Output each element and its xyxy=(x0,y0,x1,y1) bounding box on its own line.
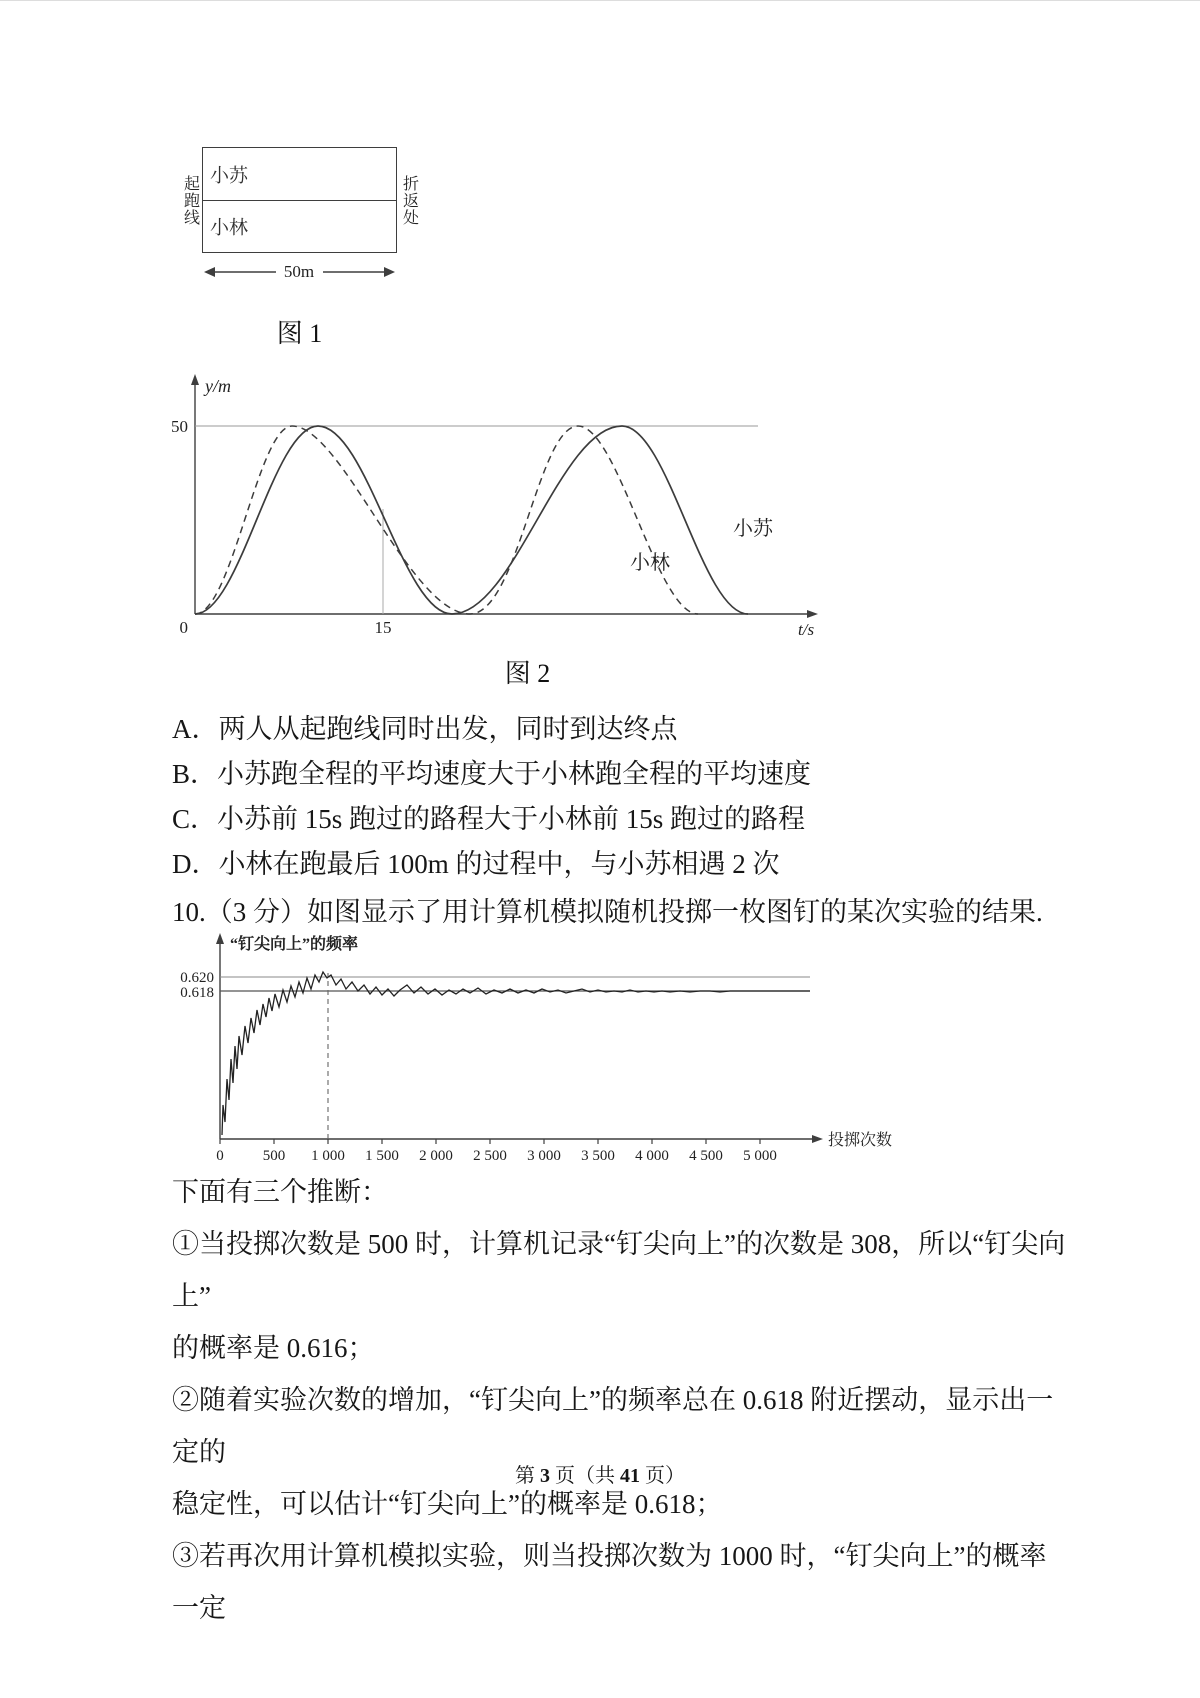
fig1-caption: 图 1 xyxy=(276,319,323,348)
x-tick-marks xyxy=(220,1139,760,1144)
question-10-text: 10.（3 分）如图显示了用计算机模拟随机投掷一枚图钉的某次实验的结果. xyxy=(172,897,1043,927)
x-axis-label: t/s xyxy=(798,620,815,639)
ytick-0618: 0.618 xyxy=(180,985,214,1001)
option-c: C．小苏前 15s 跑过的路程大于小林前 15s 跑过的路程 xyxy=(172,804,806,834)
option-a: A．两人从起跑线同时出发，同时到达终点 xyxy=(172,714,678,744)
footer-total-pages: 41 xyxy=(620,1465,640,1487)
distance-label: 50m xyxy=(283,262,315,281)
inference-intro: 下面有三个推断： xyxy=(172,1177,388,1207)
x-axis-arrow xyxy=(807,610,818,618)
lane-su-label: 小苏 xyxy=(210,165,249,187)
inference-line-4: 稳定性，可以估计“钉尖向上”的概率是 0.618； xyxy=(172,1489,723,1519)
freq-x-axis-arrow xyxy=(812,1135,823,1143)
xtick-3000: 3 000 xyxy=(527,1148,561,1164)
footer-page-number: 3 xyxy=(540,1465,550,1487)
xtick-0: 0 xyxy=(216,1148,224,1164)
xtick-5000: 5 000 xyxy=(743,1148,777,1164)
xtick-1500: 1 500 xyxy=(365,1148,399,1164)
inference-line-2: 的概率是 0.616； xyxy=(172,1333,375,1363)
origin-label: 0 xyxy=(179,618,188,637)
xtick-500: 500 xyxy=(262,1148,286,1164)
option-d: D．小林在跑最后 100m 的过程中，与小苏相遇 2 次 xyxy=(172,849,780,879)
inference-line-5: ③若再次用计算机模拟实验，则当投掷次数为 1000 时，“钉尖向上”的概率一定 xyxy=(172,1541,1047,1623)
ytick-50: 50 xyxy=(171,417,188,436)
inference-line-3: ②随着实验次数的增加，“钉尖向上”的频率总在 0.618 附近摆动，显示出一定的 xyxy=(172,1385,1054,1467)
xtick-1000: 1 000 xyxy=(311,1148,345,1164)
su-curve-label: 小苏 xyxy=(733,518,773,540)
arrow-right-head xyxy=(384,267,395,277)
xtick-2500: 2 500 xyxy=(473,1148,507,1164)
page-footer xyxy=(0,1459,1200,1488)
track-rectangle xyxy=(202,147,397,253)
throws-axis-label: 投掷次数 xyxy=(828,1132,893,1149)
freq-axis-title: “钉尖向上”的频率 xyxy=(230,936,359,953)
su-curve xyxy=(195,426,748,614)
lane-lin-label: 小林 xyxy=(210,217,249,239)
turn-point-label: 折返处 xyxy=(400,174,418,226)
xtick-3500: 3 500 xyxy=(581,1148,615,1164)
footer-mid: 页（共 xyxy=(550,1465,620,1487)
distance-arrow xyxy=(202,253,397,283)
footer-suffix: 页） xyxy=(640,1465,685,1487)
inference-line-1: ①当投掷次数是 500 时，计算机记录“钉尖向上”的次数是 308，所以“钉尖向上” xyxy=(172,1229,1066,1311)
y-axis-arrow xyxy=(191,374,199,385)
options-block xyxy=(172,707,811,887)
lane-su xyxy=(203,148,396,201)
xtick-4000: 4 000 xyxy=(635,1148,669,1164)
ytick-0620: 0.620 xyxy=(180,970,214,986)
lin-curve-label: 小林 xyxy=(630,552,670,574)
fig1-track-diagram xyxy=(178,147,421,283)
fig2-graph xyxy=(170,369,830,641)
freq-y-axis-arrow xyxy=(216,933,224,944)
footer-prefix: 第 xyxy=(515,1465,540,1487)
inference-paragraphs xyxy=(172,1218,1072,1634)
xtick-4500: 4 500 xyxy=(689,1148,723,1164)
frequency-curve xyxy=(222,972,810,1135)
option-b: B．小苏跑全程的平均速度大于小林跑全程的平均速度 xyxy=(172,759,812,789)
fig2-caption: 图 2 xyxy=(504,659,551,688)
lane-lin xyxy=(203,201,396,253)
lin-curve xyxy=(195,426,698,614)
arrow-left-head xyxy=(204,267,215,277)
y-axis-label: y/m xyxy=(205,376,231,396)
xtick-2000: 2 000 xyxy=(419,1148,453,1164)
xtick-15: 15 xyxy=(374,618,392,637)
pin-frequency-chart xyxy=(170,929,900,1171)
start-line-label: 起跑线 xyxy=(181,174,199,226)
